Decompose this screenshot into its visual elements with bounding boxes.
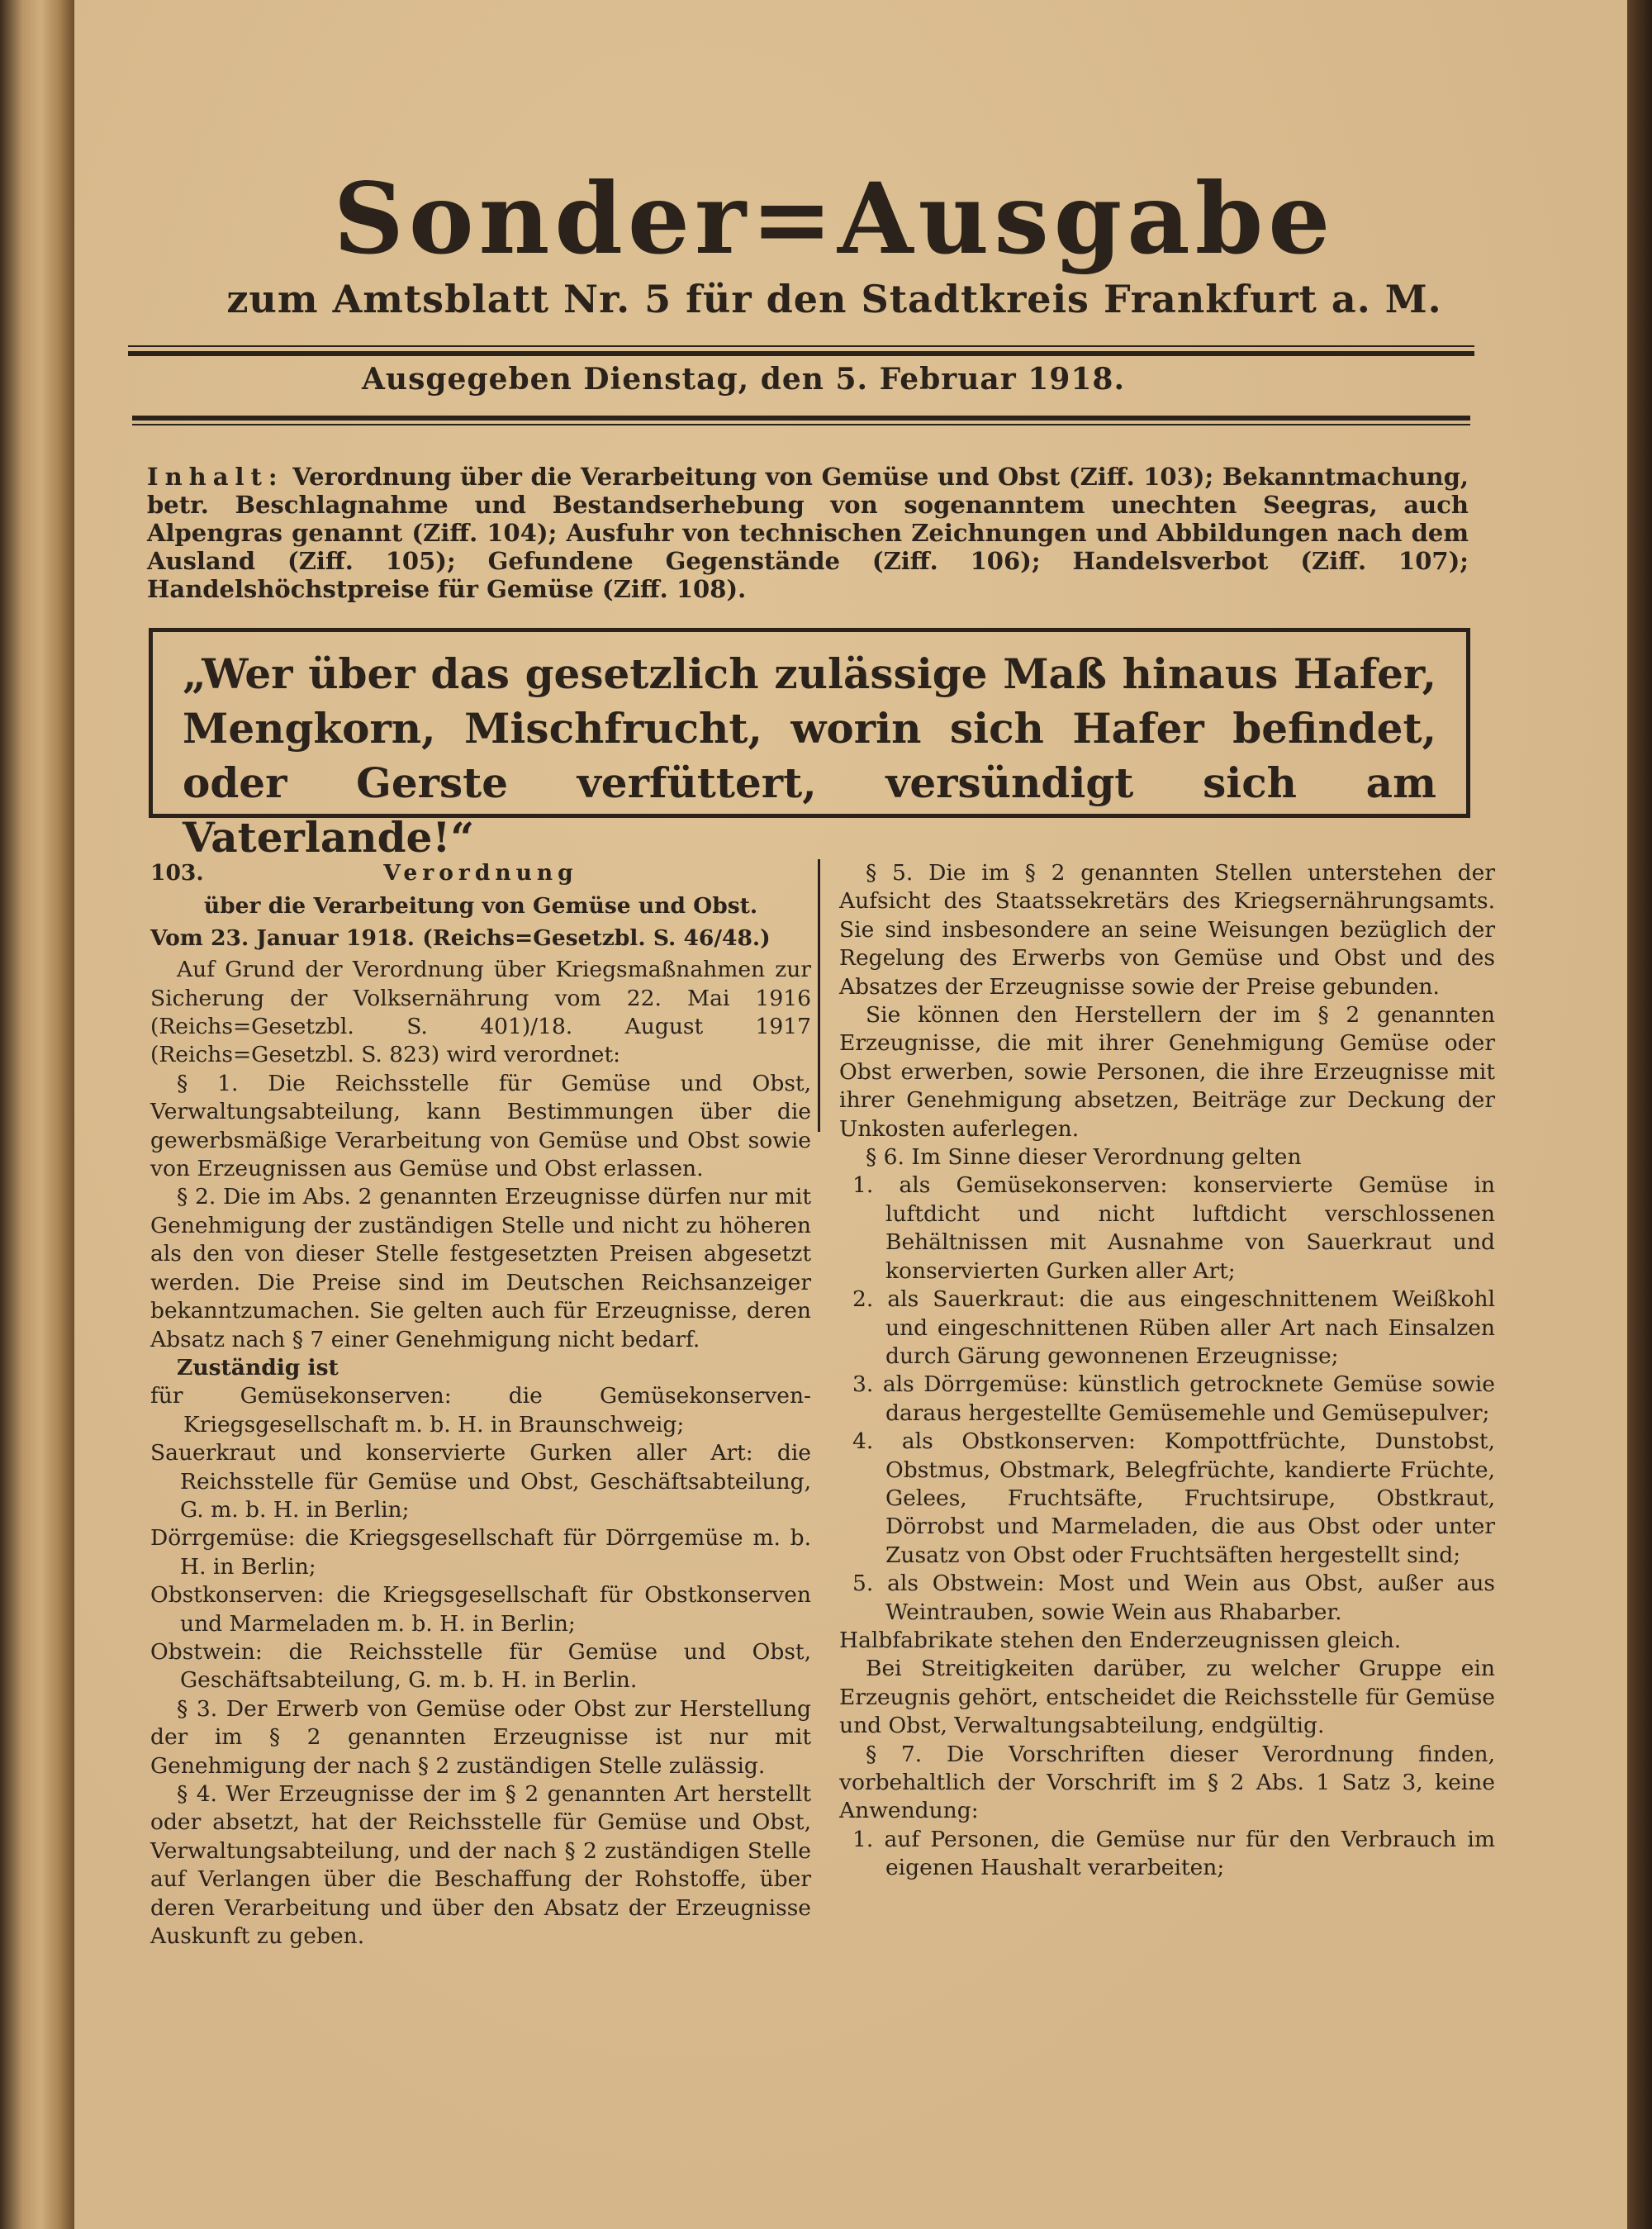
ordinance-date: Vom 23. Januar 1918. (Reichs=Gesetzbl. S. 46/48.) xyxy=(150,924,771,951)
section-1: § 1. Die Reichsstelle für Gemüse und Obst, Verwaltungsabteilung, kann Bestimmungen über die gewerbsmäßige Verarbeitung von Gemüse und Obst sowie von Erzeugnissen aus Gemüse und Obst erlassen. xyxy=(150,1070,811,1182)
definition-item: 5. als Obstwein: Most und Wein aus Obst, außer aus Weintrauben, sowie Wein aus Rhabarber. xyxy=(852,1571,1495,1625)
section-2: § 2. Die im Abs. 2 genannten Erzeugnisse dürfen nur mit Genehmigung der zuständigen Stelle und nicht zu höheren als den von dieser Stelle festgesetzten Preisen abgesetzt werden. Die Preise sind im Deutschen Reichsanzeiger bekanntzumachen. Sie gelten auch für Erzeugnisse, deren Absatz nach § 7 einer Genehmigung nicht bedarf. xyxy=(150,1184,811,1352)
exemption-item: 1. auf Personen, die Gemüse nur für den Verbrauch im eigenen Haushalt verarbeiten; xyxy=(852,1826,1495,1881)
definition-item: 1. als Gemüsekonserven: konservierte Gemüse in luftdicht und nicht luftdicht verschlossenen Behältnissen mit Ausnahme von Sauerkraut und konservierten Gurken aller Art; xyxy=(852,1172,1495,1284)
section-5: § 5. Die im § 2 genannten Stellen unterstehen der Aufsicht des Staatssekretärs des Kriegsernährungsamts. Sie sind insbesondere an seine Weisungen bezüglich der Regelung des Erwerbs von Gemüse und Obst und des Absatzes der Erzeugnisse sowie der Preise gebunden. xyxy=(839,860,1495,1000)
ordinance-heading: Verordnung xyxy=(383,860,578,886)
responsibility-item: Sauerkraut und konservierte Gurken aller Art: die Reichsstelle für Gemüse und Obst, Geschäftsabteilung, G. m. b. H. in Berlin; xyxy=(150,1440,811,1523)
responsibility-item: für Gemüsekonserven: die Gemüsekonserven-Kriegsgesellschaft m. b. H. in Braunschweig; xyxy=(150,1383,811,1438)
contents-lead: Inhalt: xyxy=(147,463,284,491)
responsibility-title: Zuständig ist xyxy=(177,1354,339,1381)
masthead-title: Sonder=Ausgabe xyxy=(333,161,1336,276)
ordinance-number: 103. xyxy=(150,860,204,886)
responsibility-item: Obstkonserven: die Kriegsgesellschaft für Obstkonserven und Marmeladen m. b. H. in Berlin; xyxy=(150,1582,811,1637)
section-7: § 7. Die Vorschriften dieser Verordnung finden, vorbehaltlich der Vorschrift im § 2 Abs. 1 Satz 3, keine Anwendung: xyxy=(839,1741,1495,1824)
left-column xyxy=(150,859,811,1951)
semi-finished-note: Halbfabrikate stehen den Enderzeugnissen gleich. xyxy=(839,1627,1402,1653)
section-6: § 6. Im Sinne dieser Verordnung gelten xyxy=(866,1144,1302,1171)
definition-item: 2. als Sauerkraut: die aus eingeschnittenem Weißkohl und eingeschnittenen Rüben aller Art nach Einsalzen durch Gärung gewonnenen Erzeugnisse; xyxy=(852,1286,1495,1369)
contents-text: Verordnung über die Verarbeitung von Gemüse und Obst (Ziff. 103); Bekanntmachung, betr. Beschlagnahme und Bestandserhebung von sogenanntem unechten Seegras, auch Alpengras genannt (Ziff. 104); Ausfuhr von technischen Zeichnungen und Abbildungen nach dem Ausland (Ziff. 105); Gefundene Gegenstände (Ziff. 106); Handelsverbot (Ziff. 107); Handelshöchstpreise für Gemüse (Ziff. 108). xyxy=(147,463,1469,603)
definition-item: 4. als Obstkonserven: Kompottfrüchte, Dunstobst, Obstmus, Obstmark, Belegfrüchte, kandierte Früchte, Gelees, Fruchtsäfte, Fruchtsirupe, Obstkraut, Dörrobst und Marmeladen, die aus Obst oder unter Zusatz von Obst oder Fruchtsäften hergestellt sind; xyxy=(852,1428,1495,1568)
right-column xyxy=(839,859,1495,1883)
responsibility-item: Obstwein: die Reichsstelle für Gemüse und Obst, Geschäftsabteilung, G. m. b. H. in Berlin. xyxy=(150,1638,811,1694)
bottom-rule-thick xyxy=(132,416,1470,421)
page-edge xyxy=(1627,0,1652,2229)
column-divider xyxy=(818,859,820,1132)
quote-box: „Wer über das gesetzlich zulässige Maß hinaus Hafer, Mengkorn, Mischfrucht, worin sich Hafer befindet, oder Gerste verfüttert, versündigt sich am Vaterlande!“ xyxy=(149,628,1470,818)
responsibility-item: Dörrgemüse: die Kriegsgesellschaft für Dörrgemüse m. b. H. in Berlin; xyxy=(150,1525,811,1580)
preamble: Auf Grund der Verordnung über Kriegsmaßnahmen zur Sicherung der Volksernährung vom 22. Mai 1916 (Reichs=Gesetzbl. S. 401)/18. August 1917 (Reichs=Gesetzbl. S. 823) wird verordnet: xyxy=(150,957,811,1068)
definition-item: 3. als Dörrgemüse: künstlich getrocknete Gemüse sowie daraus hergestellte Gemüsemehle und Gemüsepulver; xyxy=(852,1371,1495,1426)
issue-date: Ausgegeben Dienstag, den 5. Februar 1918. xyxy=(361,362,1125,397)
table-of-contents xyxy=(147,463,1469,603)
section-3: § 3. Der Erwerb von Gemüse oder Obst zur Herstellung der im § 2 genannten Erzeugnisse ist nur mit Genehmigung der nach § 2 zuständigen Stelle zulässig. xyxy=(150,1695,811,1779)
bottom-rule-thin xyxy=(132,424,1470,425)
top-rule-thin xyxy=(128,345,1474,347)
book-spine xyxy=(0,0,74,2229)
section-5-para-2: Sie können den Herstellern der im § 2 genannten Erzeugnisse, die mit ihrer Genehmigung Gemüse oder Obst erwerben, sowie Personen, die ihre Erzeugnisse mit ihrer Genehmigung absetzen, Beiträge zur Deckung der Unkosten auferlegen. xyxy=(839,1002,1495,1142)
section-6-disputes: Bei Streitigkeiten darüber, zu welcher Gruppe ein Erzeugnis gehört, entscheidet die Reichsstelle für Gemüse und Obst, Verwaltungsabteilung, endgültig. xyxy=(839,1656,1495,1739)
top-rule-thick xyxy=(128,351,1474,356)
ordinance-heading-line xyxy=(150,859,811,887)
ordinance-subheading: über die Verarbeitung von Gemüse und Obst. xyxy=(203,893,758,920)
section-4: § 4. Wer Erzeugnisse der im § 2 genannten Art herstellt oder absetzt, hat der Reichsstelle für Gemüse und Obst, Verwaltungsabteilung, und der nach § 2 zuständigen Stelle auf Verlangen über die Beschaffung der Rohstoffe, über deren Verarbeitung und über den Absatz der Erzeugnisse Auskunft zu geben. xyxy=(150,1781,811,1950)
masthead-subtitle: zum Amtsblatt Nr. 5 für den Stadtkreis Frankfurt a. M. xyxy=(226,277,1442,321)
